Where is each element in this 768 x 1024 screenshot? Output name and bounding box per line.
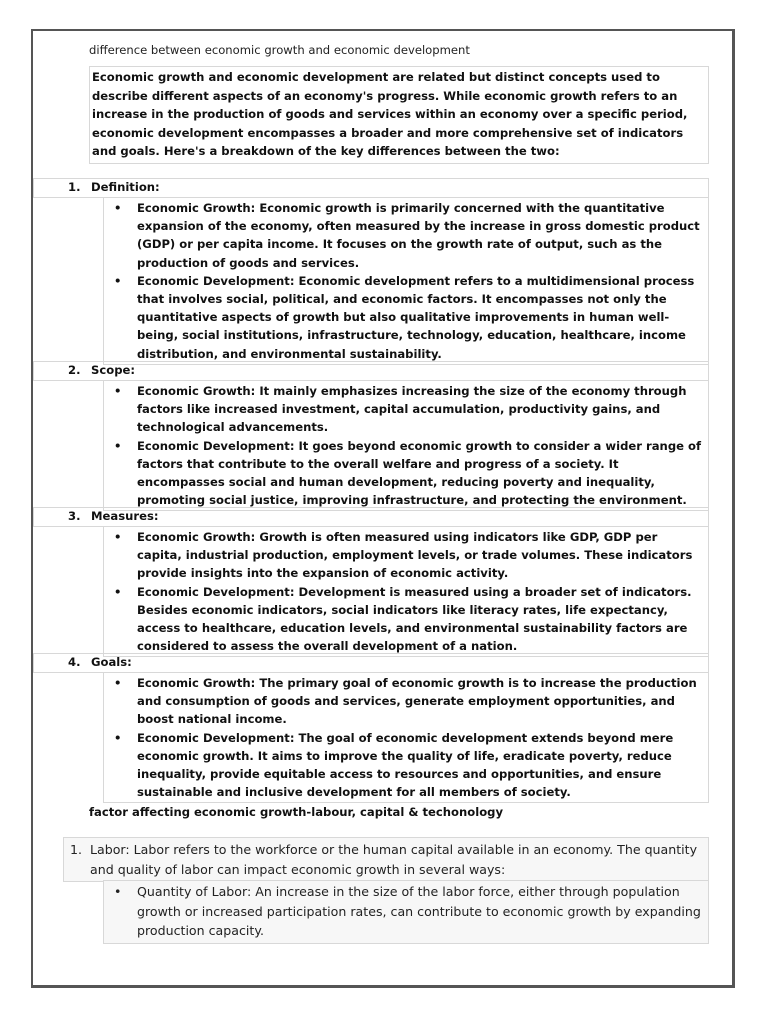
bullet-icon: • [114,884,122,899]
labor-sub-text: Quantity of Labor: An increase in the size of the labor force, either through population growth or increased participation rates, can contribute to economic growth by expanding production capacity. [137,884,701,939]
bullet-icon: • [114,273,122,288]
list-item [104,528,706,583]
list-item [104,272,706,363]
section-scope [33,361,709,511]
bullet-icon: • [114,384,122,398]
section-body [103,527,709,657]
labor-sub-item [103,880,709,944]
labor-item [63,837,709,882]
section-header [33,507,709,527]
section-header [33,178,709,198]
section-label: Definition: [91,180,160,194]
bullet-icon: • [114,676,122,690]
labor-text: Labor: Labor refers to the workforce or the human capital available in an economy. The quantity and quality of labor can impact economic growth in several ways: [90,842,698,877]
list-item-text: Economic Growth: The primary goal of economic growth is to increase the production and consumption of goods and services, generate employment opportunities, and boost national income. [137,676,697,727]
section-label: Scope: [91,363,135,377]
list-item-text: Economic Development: It goes beyond economic growth to consider a wider range of factors that contribute to the overall welfare and progress of a society. It encompasses social and human development, reducing poverty and inequality, promoting social justice, improving infrastructure, and protecting the environment. [137,438,702,508]
list-item-text: Economic Development: The goal of economic development extends beyond mere economic growth. It aims to improve the quality of life, eradicate poverty, reduce inequality, provide equitable access to resources and opportunities, and ensure sustainable and inclusive development for all members of society. [137,730,674,800]
section-body [103,673,709,803]
labor-number: 1. [70,842,83,857]
list-item-text: Economic Growth: It mainly emphasizes increasing the size of the economy through factors like increased investment, capital accumulation, productivity gains, and technological advancements. [137,384,687,435]
section-body [103,198,709,365]
section-goals [33,653,709,803]
section-label: Measures: [91,509,159,523]
bullet-icon: • [114,438,122,453]
section-number: 2. [68,363,81,377]
list-item-text: Economic Development: Economic development refers to a multidimensional process that involves social, political, and economic factors. It encompasses not only the quantitative aspects of growth but also qualitative improvements in human well-being, social institutions, infrastructure, technology, education, healthcare, income distribution, and environmental sustainability. [137,273,695,361]
section-measures [33,507,709,657]
list-item-text: Economic Growth: Growth is often measured using indicators like GDP, GDP per capita, industrial production, employment levels, or trade volumes. These indicators provide insights into the expansion of economic activity. [137,530,693,581]
section-number: 3. [68,509,81,523]
list-item [104,729,706,802]
list-item-text: Economic Growth: Economic growth is primarily concerned with the quantitative expansion of the economy, often measured by the increase in gross domestic product (GDP) or per capita income. It focuses on the growth rate of output, such as the production of goods and services. [137,201,700,270]
list-item [104,583,706,656]
list-item [104,199,706,272]
bullet-icon: • [114,584,122,599]
document-page [31,29,735,988]
list-item-text: Economic Development: Development is measured using a broader set of indicators. Besides economic indicators, social indicators like literacy rates, life expectancy, access to healthcare, education levels, and environmental sustainability factors are considered to assess the overall development of a nation. [137,584,692,654]
section-header [33,361,709,381]
factor-heading: factor affecting economic growth-labour, capital & techonology [89,805,504,819]
section-label: Goals: [91,655,132,669]
list-item [104,674,706,729]
section-number: 1. [68,180,81,194]
section-body [103,381,709,511]
section-header [33,653,709,673]
section-definition [33,178,709,365]
section-number: 4. [68,655,81,669]
page-heading: difference between economic growth and economic development [89,43,470,57]
bullet-icon: • [114,201,122,215]
bullet-icon: • [114,530,122,544]
bullet-icon: • [114,730,122,745]
intro-paragraph: Economic growth and economic development are related but distinct concepts used to describe different aspects of an economy's progress. While economic growth refers to an increase in the production of goods and services within an economy over a specific period, economic development encompasses a broader and more comprehensive set of indicators and goals. Here's a breakdown of the key differences between the two: [89,66,709,164]
list-item [104,382,706,437]
list-item [104,437,706,510]
